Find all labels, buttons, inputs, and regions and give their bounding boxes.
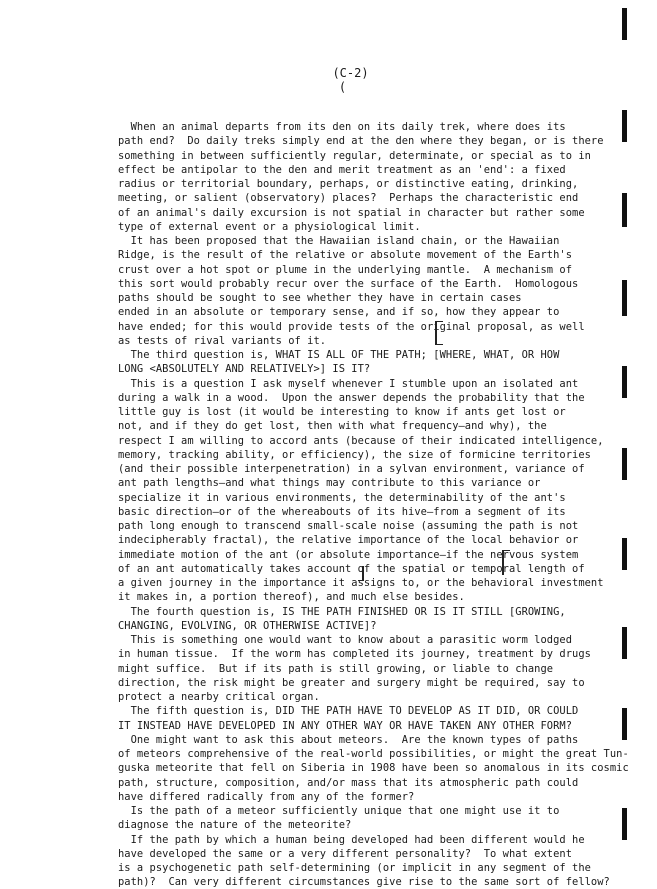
text-line: The fourth question is, IS THE PATH FINISHED OR IS IT STILL [GROWING, bbox=[118, 605, 566, 618]
text-line: ant path lengths—and what things may contribute to this variance or bbox=[118, 477, 541, 490]
bracket-mark bbox=[502, 550, 510, 575]
text-line: immediate motion of the ant (or absolute importance—if the nervous system bbox=[118, 548, 579, 561]
text-line: indecipherably fractal), the relative importance of the local behavior or bbox=[118, 534, 579, 547]
text-line: guska meteorite that fell on Siberia in 1908 have been so anomalous in its cosmic bbox=[118, 762, 629, 775]
text-line: of an animal's daily excursion is not spatial in character but rather some bbox=[118, 206, 585, 219]
text-line: this sort would probably recur over the surface of the Earth. Homologous bbox=[118, 277, 579, 290]
bracket-mark bbox=[358, 566, 364, 581]
text-line: ended in an absolute or temporary sense, and if so, how they appear to bbox=[118, 306, 560, 319]
text-line: When an animal departs from its den on its daily trek, where does its bbox=[118, 121, 566, 133]
text-line: One might want to ask this about meteors. Are the known types of paths bbox=[118, 733, 579, 746]
text-line: have ended; for this would provide tests of the original proposal, as well bbox=[118, 320, 585, 333]
text-line: If the path by which a human being developed had been different would he bbox=[118, 833, 585, 846]
text-line: protect a nearby critical organ. bbox=[118, 691, 320, 703]
text-line: it makes in, a portion thereof), and much else besides. bbox=[118, 591, 465, 604]
text-line: in human tissue. If the worm has completed its journey, treatment by drugs bbox=[118, 648, 591, 661]
text-line: have developed the same or a very different personality? To what extent bbox=[118, 847, 573, 860]
text-line: IT INSTEAD HAVE DEVELOPED IN ANY OTHER WAY OR HAVE TAKEN ANY OTHER FORM? bbox=[118, 719, 573, 732]
text-line: as tests of rival variants of it. bbox=[118, 334, 327, 347]
text-line: This is a question I ask myself whenever I stumble upon an isolated ant bbox=[118, 377, 579, 390]
text-line: radius or territorial boundary, perhaps, or distinctive eating, drinking, bbox=[118, 178, 579, 190]
text-line: path end? Do daily treks simply end at the den where they began, or is there bbox=[118, 135, 604, 148]
text-line: path long enough to transcend small-scale noise (assuming the path is not bbox=[118, 520, 579, 532]
text-line: respect I am willing to accord ants (because of their indicated intelligence, bbox=[118, 434, 604, 447]
text-line: meeting, or salient (observatory) places? Perhaps the characteristic end bbox=[118, 192, 579, 205]
page-number: (C-2) bbox=[332, 66, 369, 80]
margin-bar bbox=[622, 448, 627, 480]
text-line: during a walk in a wood. Upon the answer depends the probability that the bbox=[118, 391, 585, 404]
text-line: Ridge, is the result of the relative or absolute movement of the Earth's bbox=[118, 249, 573, 262]
text-line: paths should be sought to see whether they have in certain cases bbox=[118, 292, 522, 304]
margin-bar bbox=[622, 808, 627, 840]
text-line: direction, the risk might be greater and surgery might be required, say to bbox=[118, 676, 585, 689]
text-line: of meteors comprehensive of the real-world possibilities, or might the great Tun- bbox=[118, 748, 629, 760]
text-line: have differed radically from any of the former? bbox=[118, 790, 415, 803]
text-line: type of external event or a physiological limit. bbox=[118, 220, 421, 233]
text-line: not, and if they do get lost, then with what frequency—and why), the bbox=[118, 420, 547, 433]
margin-bar bbox=[622, 366, 627, 398]
text-line: is a psychogenetic path self-determining (or implicit in any segment of the bbox=[118, 862, 591, 874]
text-line: LONG <ABSOLUTELY AND RELATIVELY>] IS IT? bbox=[118, 363, 371, 376]
text-line: might suffice. But if its path is still growing, or liable to change bbox=[118, 662, 554, 675]
bracket-mark bbox=[117, 337, 122, 349]
text-line: little guy is lost (it would be interesting to know if ants get lost or bbox=[118, 406, 566, 418]
margin-bar bbox=[622, 708, 627, 740]
text-line: (and their possible interpenetration) in a sylvan environment, variance of bbox=[118, 463, 585, 475]
text-line: diagnose the nature of the meteorite? bbox=[118, 819, 352, 832]
text-line: This is something one would want to know about a parasitic worm lodged bbox=[118, 634, 573, 646]
text-line: of an ant automatically takes account of the spatial or temporal length of bbox=[118, 562, 585, 575]
text-line: path)? Can very different circumstances give rise to the same sort of fellow? bbox=[118, 876, 610, 889]
margin-bar bbox=[622, 538, 627, 570]
margin-bar bbox=[622, 8, 627, 40]
text-line: crust over a hot spot or plume in the underlying mantle. A mechanism of bbox=[118, 263, 573, 276]
text-line: Is the path of a meteor sufficiently unique that one might use it to bbox=[118, 805, 560, 817]
text-line: The fifth question is, DID THE PATH HAVE TO DEVELOP AS IT DID, OR COULD bbox=[118, 705, 579, 718]
text-line: specialize it in various environments, the determinability of the ant's bbox=[118, 491, 566, 504]
margin-bar bbox=[622, 280, 627, 316]
text-line: The third question is, WHAT IS ALL OF THE PATH; [WHERE, WHAT, OR HOW bbox=[118, 349, 560, 361]
bracket-mark bbox=[435, 321, 443, 345]
page-paren: ( bbox=[338, 80, 347, 94]
text-line: It has been proposed that the Hawaiian island chain, or the Hawaiian bbox=[118, 235, 560, 247]
margin-bar bbox=[622, 110, 627, 142]
margin-bar bbox=[622, 627, 627, 659]
text-line: path, structure, composition, and/or mass that its atmospheric path could bbox=[118, 776, 579, 789]
text-line: something in between sufficiently regular, determinate, or special as to in bbox=[118, 149, 591, 162]
text-line: effect be antipolar to the den and merit treatment as an 'end': a fixed bbox=[118, 163, 566, 176]
text-line: CHANGING, EVOLVING, OR OTHERWISE ACTIVE]? bbox=[118, 619, 377, 632]
text-line: a given journey in the importance it assigns to, or the behavioral investment bbox=[118, 577, 604, 589]
margin-bar bbox=[622, 193, 627, 227]
text-line: basic direction—or of the whereabouts of its hive—from a segment of its bbox=[118, 505, 566, 518]
text-line: memory, tracking ability, or efficiency), the size of formicine territories bbox=[118, 448, 591, 461]
